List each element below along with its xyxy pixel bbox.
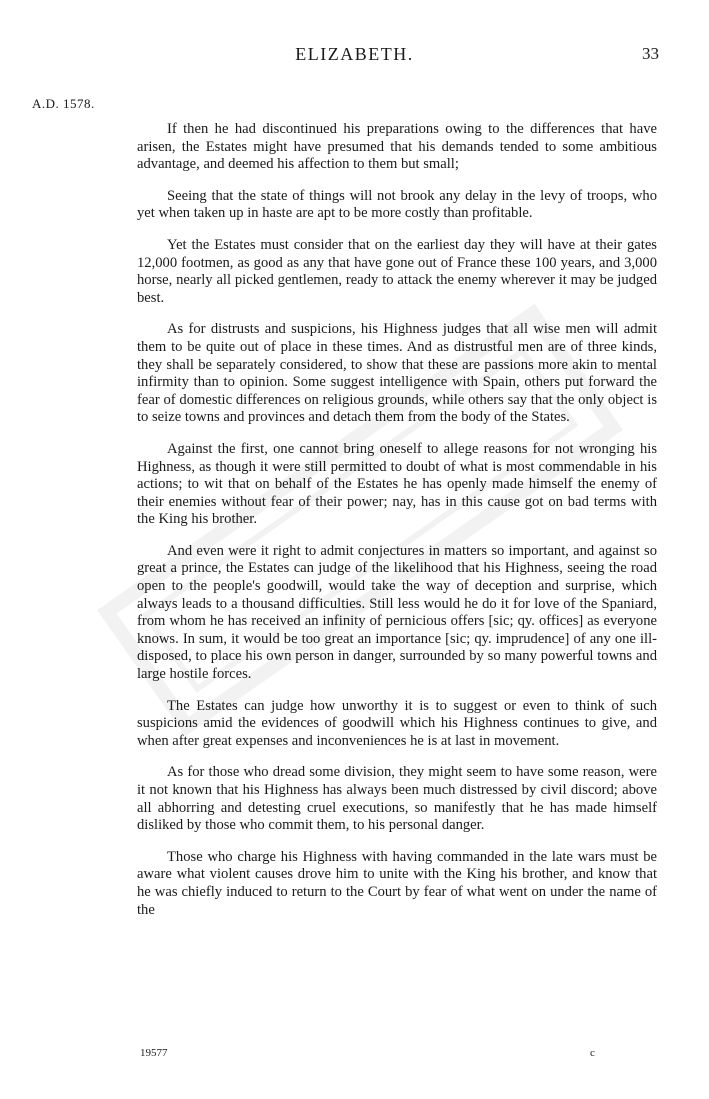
paragraph: And even were it right to admit conjectures in matters so important, and against so great a prince, the Estates can judge of the likelihood that his Highness, seeing the road open to the people's goodwill, would take the way of deception and surprise, which always leads to a thousand difficulties. Still less would he do it for love of the Spaniard, from whom he has received an infinity of pernicious offers [sic; qy. offices] as everyone knows. In sum, it would be too great an importance [sic; qy. imprudence] of any one ill-disposed, to place his own person in danger, surrounded by so many powerful towns and large hostile forces.	[137, 542, 657, 683]
signature-letter: c	[590, 1047, 595, 1059]
paragraph: If then he had discontinued his preparations owing to the differences that have arisen, the Estates might have presumed that his demands tended to some ambitious advantage, and deemed his affection to them but small;	[137, 121, 657, 173]
page-number: 33	[642, 44, 659, 63]
body-text	[137, 121, 657, 933]
running-head	[0, 44, 709, 68]
running-title: ELIZABETH.	[295, 44, 414, 64]
paragraph: As for distrusts and suspicions, his Highness judges that all wise men will admit them to be quite out of place in these times. And as distrustful men are of three kinds, they shall be separately considered, to show that these are passions more akin to mental infirmity than to opinion. Some suggest intelligence with Spain, others put forward the fear of domestic differences on religious grounds, while others say that the only object is to seize towns and provinces and detach them from the body of the States.	[137, 321, 657, 426]
paragraph: Against the first, one cannot bring oneself to allege reasons for not wronging his Highness, as though it were still permitted to doubt of what is most commendable in his actions; to wit that on behalf of the Estates he has openly made himself the enemy of their enemies without fear of their power; nay, has in this cause got on bad terms with the King his brother.	[137, 440, 657, 528]
margin-date: A.D. 1578.	[32, 96, 95, 111]
paragraph: The Estates can judge how unworthy it is to suggest or even to think of such suspicions amid the evidences of goodwill which his Highness continues to give, and when after great expenses and inconveniences he is at last in movement.	[137, 697, 657, 749]
paragraph: Seeing that the state of things will not brook any delay in the levy of troops, who yet when taken up in haste are apt to be more costly than profitable.	[137, 187, 657, 222]
paragraph: Those who charge his Highness with having commanded in the late wars must be aware what violent causes drove him to unite with the King his brother, and know that he was chiefly induced to return to the Court by fear of what went on under the name of the	[137, 848, 657, 918]
signature-number: 19577	[140, 1047, 168, 1059]
paragraph: As for those who dread some division, they might seem to have some reason, were it not known that his Highness has always been much distressed by civil discord; above all abhorring and detesting cruel executions, so manifestly that he has made himself disliked by those who commit them, to his personal danger.	[137, 764, 657, 834]
paragraph: Yet the Estates must consider that on the earliest day they will have at their gates 12,000 footmen, as good as any that have gone out of France these 100 years, and 3,000 horse, nearly all picked gentlemen, ready to attack the enemy wherever it may be judged best.	[137, 236, 657, 306]
